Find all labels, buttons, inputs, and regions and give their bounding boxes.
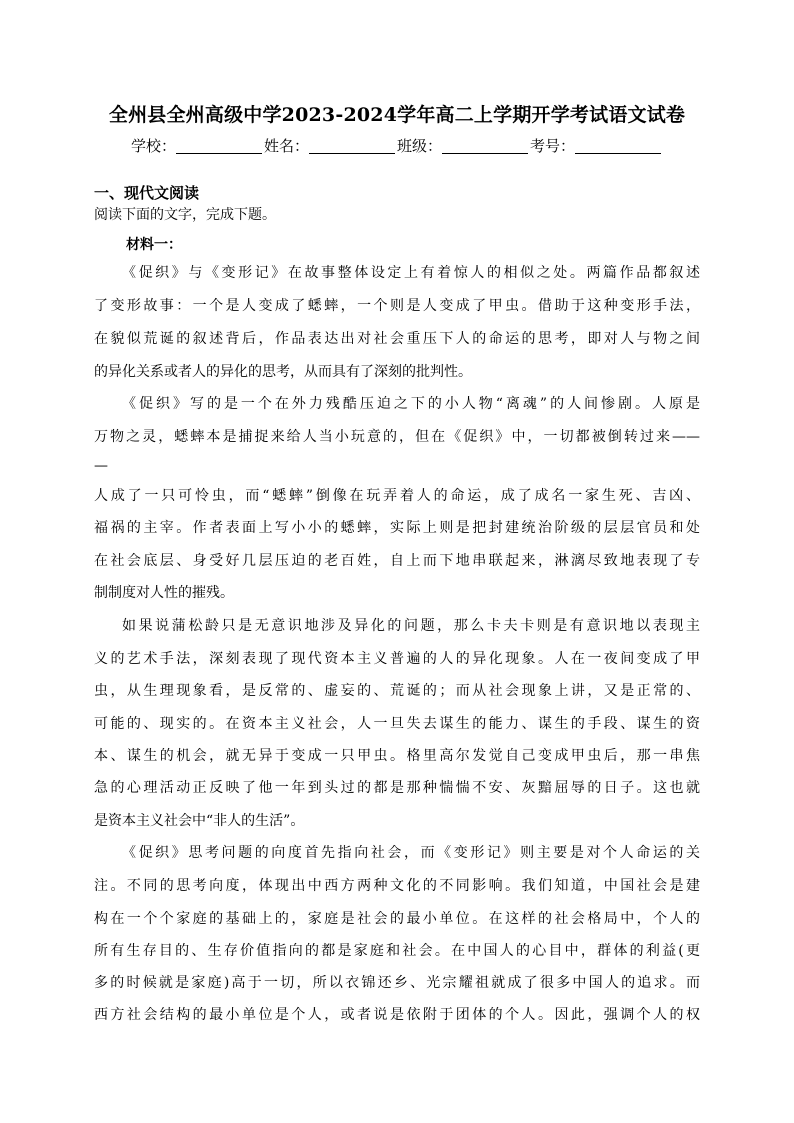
exam-number-blank[interactable] bbox=[575, 137, 661, 154]
text-line: 义的艺术手法，深刻表现了现代资本主义普遍的人的异化现象。人在一夜间变成了甲 bbox=[94, 651, 700, 667]
student-info-row bbox=[0, 134, 794, 158]
instruction-text: 阅读下面的文字，完成下题。 bbox=[94, 207, 276, 223]
name-label: 姓名： bbox=[263, 137, 309, 155]
text-line: 的异化关系或者人的异化的思考，从而具有了深刻的批判性。 bbox=[94, 364, 472, 380]
text-line: 西方社会结构的最小单位是个人，或者说是依附于团体的个人。因此，强调个人的权 bbox=[94, 1007, 700, 1023]
text-line: 《促织》思考问题的向度首先指向社会，而《变形记》则主要是对个人命运的关 bbox=[122, 845, 700, 861]
text-line: 注。不同的思考向度，体现出中西方两种文化的不同影响。我们知道，中国社会是建 bbox=[94, 878, 700, 894]
class-label: 班级： bbox=[397, 137, 443, 155]
exam-number-label: 考号： bbox=[530, 137, 576, 155]
text-line: 制制度对人性的摧残。 bbox=[94, 585, 234, 601]
text-line: 《促织》写的是一个在外力残酷压迫之下的小人物“离魂”的人间惨剧。人原是 bbox=[122, 396, 700, 412]
text-line: 本、谋生的机会，就无异于变成一只甲虫。格里高尔发觉自己变成甲虫后，那一串焦 bbox=[94, 748, 700, 764]
text-line: 构在一个个家庭的基础上的，家庭是社会的最小单位。在这样的社会格局中，个人的 bbox=[94, 911, 700, 927]
school-label: 学校： bbox=[130, 137, 176, 155]
text-line: 福祸的主宰。作者表面上写小小的蟋蟀，实际上则是把封建统治阶级的层层官员和处 bbox=[94, 520, 700, 536]
material-label: 材料一： bbox=[126, 237, 182, 253]
text-line: 所有生存目的、生存价值指向的都是家庭和社会。在中国人的心目中，群体的利益(更 bbox=[94, 943, 700, 959]
text-line: 如果说蒲松龄只是无意识地涉及异化的问题，那么卡夫卡则是有意识地以表现主 bbox=[122, 618, 700, 634]
section-heading: 一、现代文阅读 bbox=[94, 184, 200, 202]
text-line: 了变形故事：一个是人变成了蟋蟀，一个则是人变成了甲虫。借助于这种变形手法， bbox=[94, 298, 700, 314]
text-line: — bbox=[94, 458, 108, 474]
text-line: 是资本主义社会中“非人的生活”。 bbox=[94, 813, 305, 829]
text-line: 在貌似荒诞的叙述背后，作品表达出对社会重压下人的命运的思考，即对人与物之间 bbox=[94, 331, 700, 347]
text-line: 《促织》与《变形记》在故事整体设定上有着惊人的相似之处。两篇作品都叙述 bbox=[122, 265, 700, 281]
text-line: 多的时候就是家庭)高于一切，所以衣锦还乡、光宗耀祖就成了很多中国人的追求。而 bbox=[94, 975, 700, 991]
text-line: 在社会底层、身受好几层压迫的老百姓，自上而下地串联起来，淋漓尽致地表现了专 bbox=[94, 553, 700, 569]
text-line: 万物之灵，蟋蟀本是捕捉来给人当小玩意的，但在《促织》中，一切都被倒转过来—— bbox=[94, 429, 700, 445]
class-blank[interactable] bbox=[442, 137, 528, 154]
exam-title: 全州县全州高级中学2023-2024学年高二上学期开学考试语文试卷 bbox=[108, 104, 686, 126]
name-blank[interactable] bbox=[309, 137, 395, 154]
text-line: 急的心理活动正反映了他一年到头过的都是那种惴惴不安、灰黯屈辱的日子。这也就 bbox=[94, 780, 700, 796]
school-blank[interactable] bbox=[176, 137, 262, 154]
text-line: 虫，从生理现象看，是反常的、虚妄的、荒诞的；而从社会现象上讲，又是正常的、 bbox=[94, 683, 700, 699]
text-line: 人成了一只可怜虫，而“蟋蟀”倒像在玩弄着人的命运，成了成名一家生死、吉凶、 bbox=[94, 488, 700, 504]
text-line: 可能的、现实的。在资本主义社会，人一旦失去谋生的能力、谋生的手段、谋生的资 bbox=[94, 716, 700, 732]
